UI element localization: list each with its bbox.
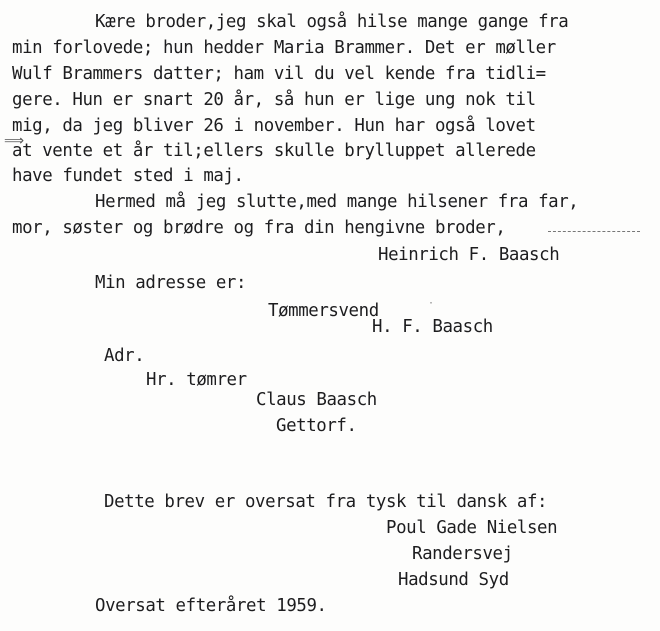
letter-line-4: gere. Hun er snart 20 år, så hun er lige ung nok til [12, 90, 536, 110]
translation-date-note: Oversat efteråret 1959. [95, 596, 327, 616]
ink-speck: · [428, 298, 434, 309]
signature: Heinrich F. Baasch [378, 245, 560, 265]
sender-title: Tømmersvend [268, 301, 379, 321]
recipient-title: Hr. tømrer [146, 370, 247, 390]
sender-name: H. F. Baasch [372, 317, 493, 337]
recipient-town: Gettorf. [276, 416, 357, 436]
letter-line-1: Kære broder,jeg skal også hilse mange gange fra [95, 12, 569, 32]
translator-town: Hadsund Syd [398, 570, 509, 590]
address-intro: Min adresse er: [95, 273, 247, 293]
letter-line-3: Wulf Brammers datter; ham vil du vel kende fra tidli= [12, 64, 546, 84]
letter-line-6: at vente et år til;ellers skulle brylluppet allerede [12, 141, 536, 161]
letter-line-9: mor, søster og brødre og fra din hengivne broder, [12, 218, 506, 238]
translator-name: Poul Gade Nielsen [386, 518, 558, 538]
adr-label: Adr. [104, 346, 145, 366]
translator-street: Randersvej [412, 544, 513, 564]
letter-line-5: mig, da jeg bliver 26 i november. Hun har også lovet [12, 116, 536, 136]
strike-dash [548, 231, 640, 232]
letter-line-7: have fundet sted i maj. [12, 166, 244, 186]
letter-line-8: Hermed må jeg slutte,med mange hilsener fra far, [95, 192, 579, 212]
translation-statement: Dette brev er oversat fra tysk til dansk af: [104, 492, 548, 512]
margin-arrow-mark: ⟹ [4, 133, 24, 149]
recipient-name: Claus Baasch [256, 390, 377, 410]
letter-line-2: min forlovede; hun hedder Maria Brammer. Det er møller [12, 38, 556, 58]
